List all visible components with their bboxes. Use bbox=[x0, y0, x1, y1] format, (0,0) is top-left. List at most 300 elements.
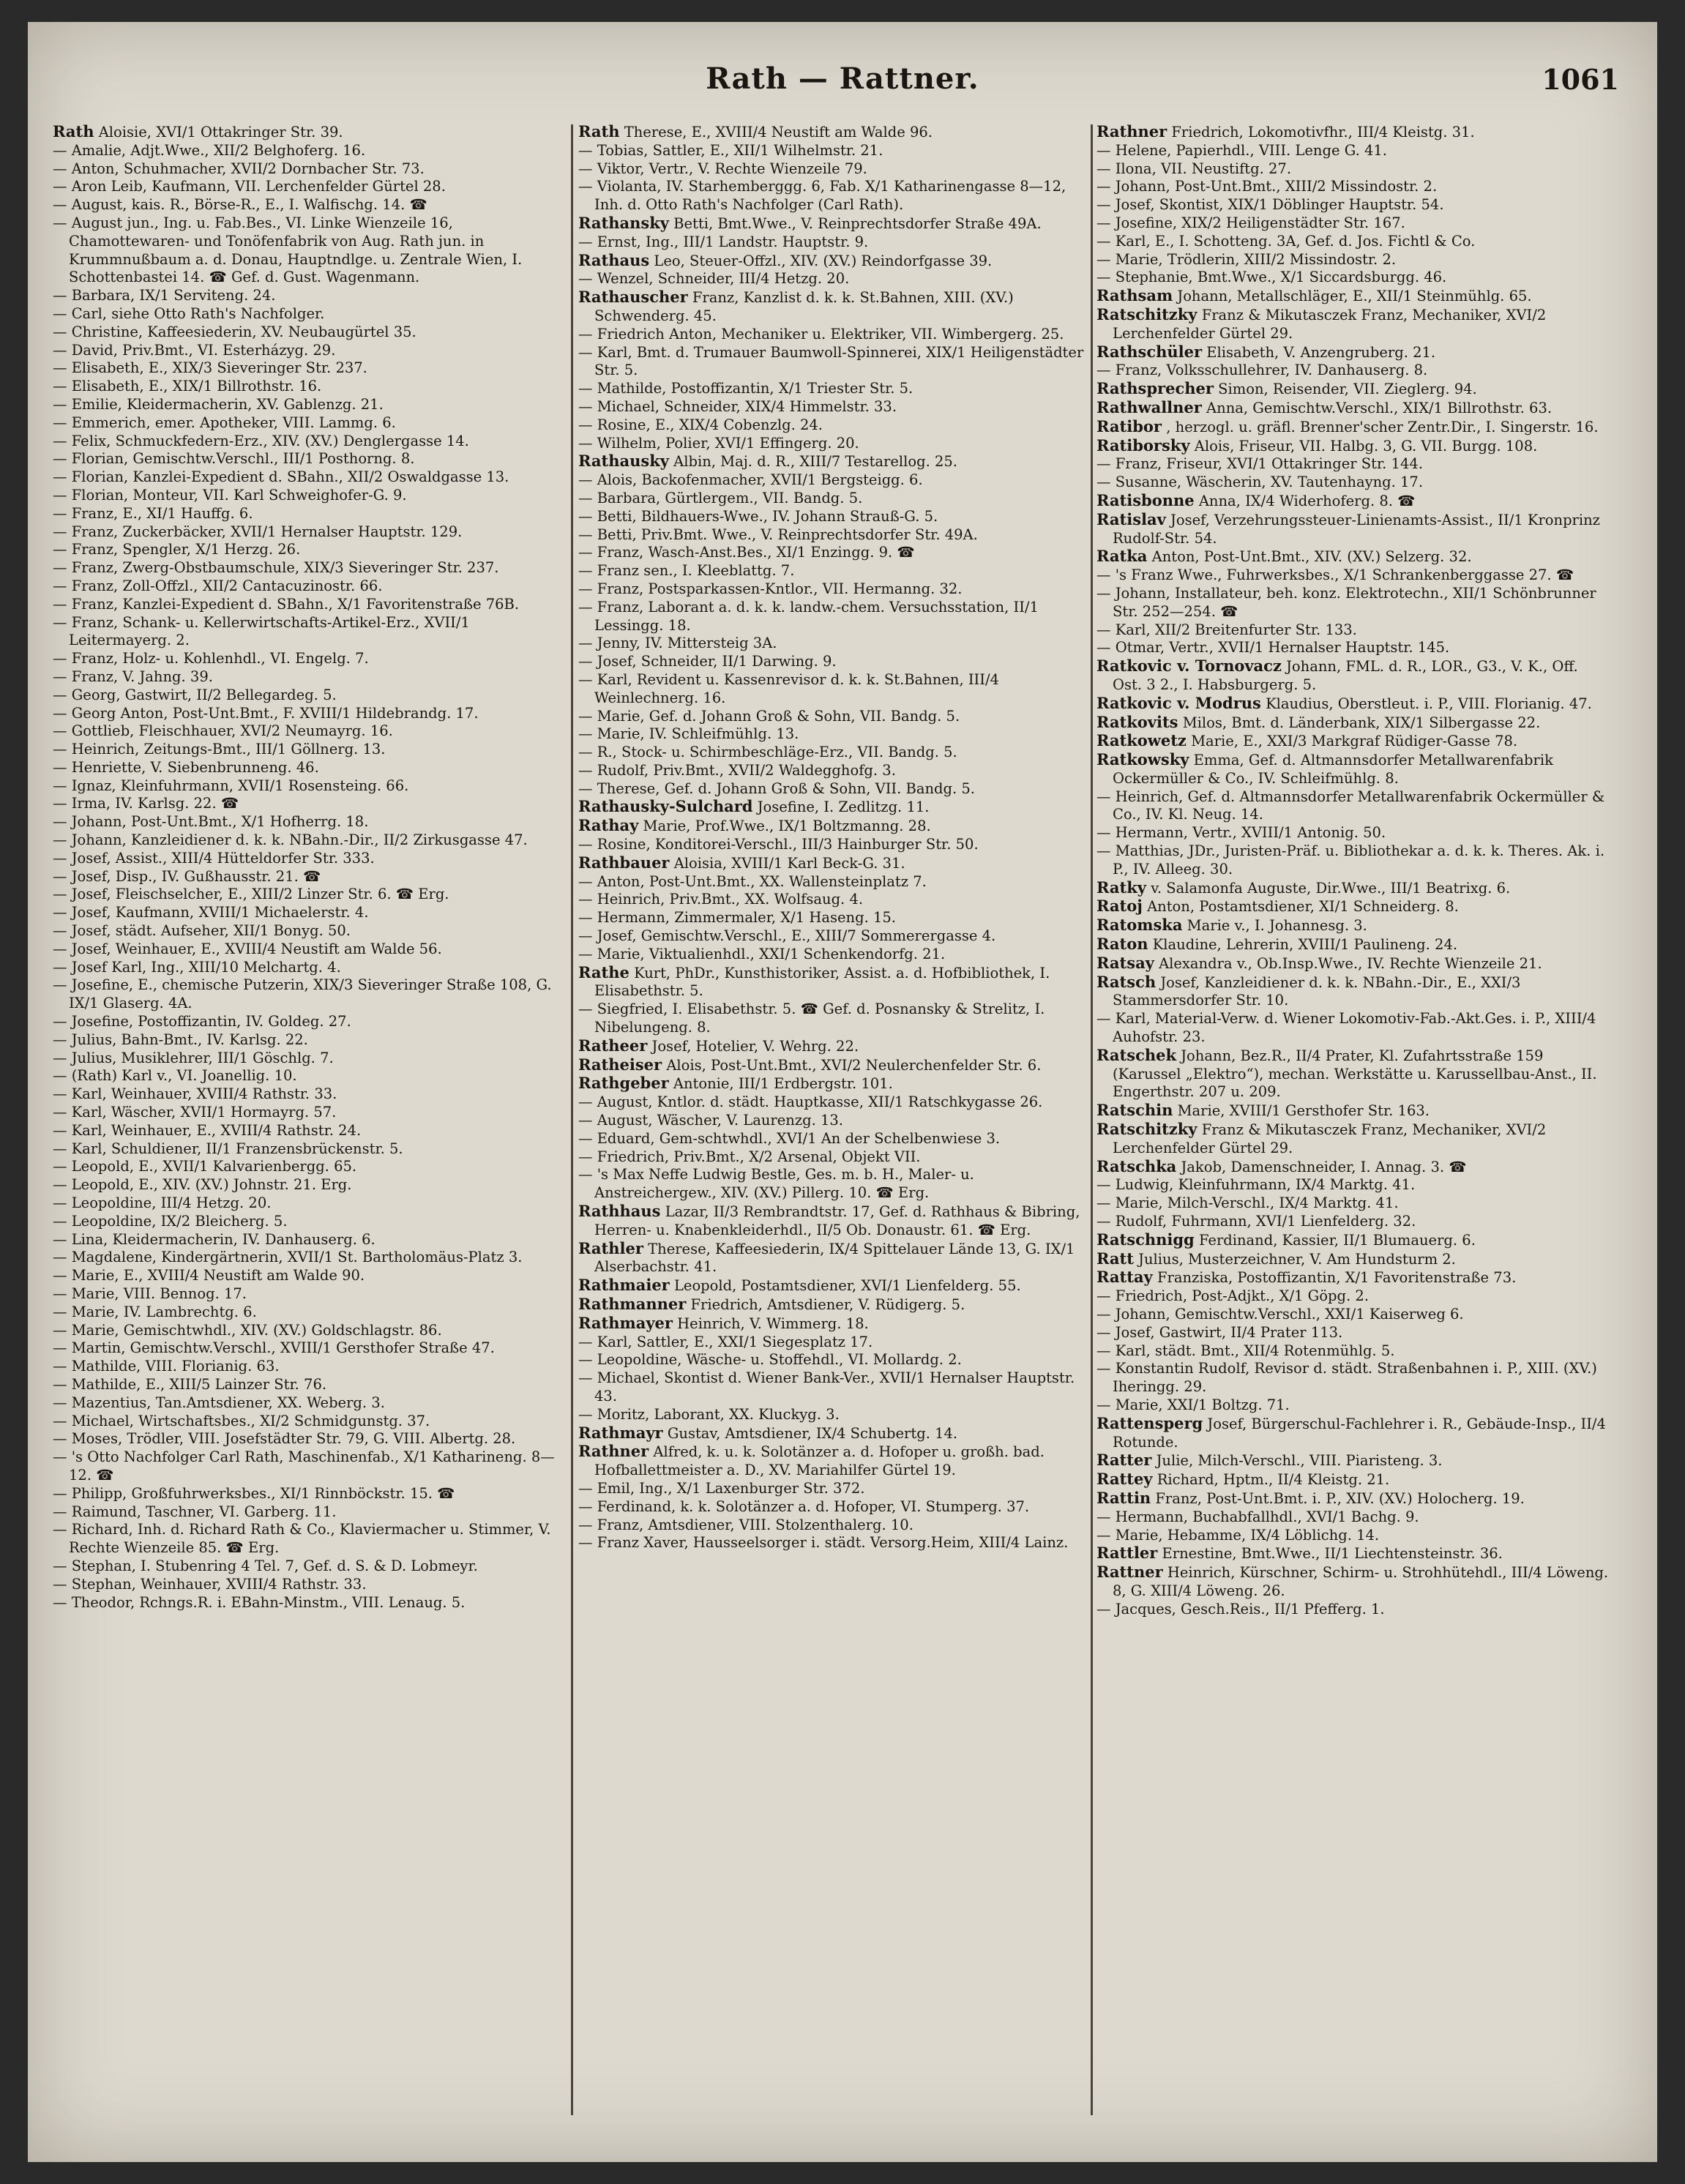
entry-text: — Wilhelm, Polier, XVI/1 Effingerg. 20. bbox=[578, 434, 859, 452]
entry-text: — Betti, Priv.Bmt. Wwe., V. Reinprechtsdorfer Str. 49A. bbox=[578, 526, 978, 543]
surname-heading: Rattey bbox=[1096, 1470, 1153, 1489]
directory-entry bbox=[53, 450, 568, 468]
directory-entry bbox=[578, 1093, 1086, 1112]
entry-text: Jakob, Damenschneider, I. Annag. 3. ☎ bbox=[1181, 1158, 1467, 1175]
surname-heading: Rathauscher bbox=[578, 288, 688, 307]
surname-heading: Rathhaus bbox=[578, 1202, 661, 1221]
directory-entry bbox=[53, 359, 568, 378]
directory-entry bbox=[53, 777, 568, 796]
directory-entry bbox=[1096, 1451, 1609, 1470]
directory-entry bbox=[578, 708, 1086, 726]
directory-entry bbox=[1096, 287, 1609, 306]
directory-entry bbox=[1096, 1121, 1609, 1158]
entry-text: Simon, Reisender, VII. Zieglerg. 94. bbox=[1218, 381, 1477, 398]
surname-heading: Rattner bbox=[1096, 1563, 1163, 1582]
entry-text: Marie v., I. Johannesg. 3. bbox=[1187, 917, 1367, 935]
directory-entry bbox=[578, 1056, 1086, 1075]
directory-entry bbox=[578, 836, 1086, 854]
directory-entry bbox=[53, 1322, 568, 1340]
surname-heading: Ratsay bbox=[1096, 953, 1154, 972]
directory-entry bbox=[1096, 732, 1609, 751]
surname-heading: Rathay bbox=[578, 816, 639, 835]
directory-entry bbox=[1096, 1306, 1609, 1324]
directory-entry bbox=[1096, 973, 1609, 1011]
entry-text: — Magdalene, Kindergärtnerin, XVII/1 St. Bartholomäus-Platz 3. bbox=[53, 1249, 523, 1266]
entry-text: Anna, Gemischtw.Verschl., XIX/1 Billrothstr. 63. bbox=[1206, 399, 1553, 416]
entry-text: — Karl, Sattler, E., XXI/1 Siegesplatz 17. bbox=[578, 1333, 873, 1350]
entry-text: — Franz, Spengler, X/1 Herzg. 26. bbox=[53, 541, 301, 558]
directory-entry bbox=[1096, 1047, 1609, 1102]
directory-entry bbox=[578, 946, 1086, 964]
entry-text: — Carl, siehe Otto Rath's Nachfolger. bbox=[53, 304, 325, 322]
running-title: Rath — Rattner. bbox=[706, 61, 979, 96]
surname-heading: Ratibor bbox=[1096, 416, 1162, 435]
surname-heading: Ratkowetz bbox=[1096, 731, 1187, 750]
directory-entry bbox=[53, 1304, 568, 1322]
entry-text: — Stephan, Weinhauer, XVIII/4 Rathstr. 33. bbox=[53, 1575, 367, 1593]
directory-entry bbox=[53, 959, 568, 977]
entry-text: — Leopold, E., XIV. (XV.) Johnstr. 21. Erg. bbox=[53, 1176, 352, 1194]
entry-text: — R., Stock- u. Schirmbeschläge-Erz., VII. Bandg. 5. bbox=[578, 744, 957, 761]
directory-entry bbox=[53, 1557, 568, 1576]
directory-entry bbox=[53, 577, 568, 596]
entry-text: — Stephanie, Bmt.Wwe., X/1 Siccardsburgg. 46. bbox=[1096, 269, 1447, 286]
entry-text: — Felix, Schmuckfedern-Erz., XIV. (XV.) Denglergasse 14. bbox=[53, 432, 469, 449]
entry-text: — Josefine, XIX/2 Heiligenstädter Str. 167. bbox=[1096, 214, 1405, 231]
entry-text: Therese, E., XVIII/4 Neustift am Walde 96. bbox=[624, 124, 933, 141]
directory-entry bbox=[578, 653, 1086, 671]
column-3 bbox=[1096, 123, 1609, 2114]
entry-text: — 's Max Neffe Ludwig Bestle, Ges. m. b. H., Maler- u. Anstreichergew., XIV. (XV.) Pillerg. 10. ☎ Erg. bbox=[578, 1166, 974, 1202]
directory-entry bbox=[578, 1424, 1086, 1443]
entry-text: — Irma, IV. Karlsg. 22. ☎ bbox=[53, 795, 239, 812]
entry-text: — Franz, E., XI/1 Hauffg. 6. bbox=[53, 504, 253, 522]
surname-heading: Raton bbox=[1096, 935, 1148, 954]
directory-entry bbox=[53, 1013, 568, 1031]
entry-text: Anna, IX/4 Widerhoferg. 8. ☎ bbox=[1198, 492, 1416, 509]
directory-entry bbox=[1096, 160, 1609, 179]
directory-entry bbox=[53, 1339, 568, 1358]
directory-entry bbox=[53, 396, 568, 414]
directory-entry bbox=[53, 1050, 568, 1068]
entry-text: — Marie, Milch-Verschl., IX/4 Marktg. 41. bbox=[1096, 1194, 1399, 1212]
surname-heading: Rathsprecher bbox=[1096, 379, 1214, 398]
directory-entry bbox=[53, 160, 568, 179]
entry-text: — Mathilde, Postoffizantin, X/1 Triester Str. 5. bbox=[578, 380, 914, 397]
surname-heading: Ratkowsky bbox=[1096, 750, 1189, 769]
directory-entry bbox=[53, 142, 568, 160]
directory-entry bbox=[1096, 1102, 1609, 1121]
surname-heading: Rath bbox=[53, 123, 94, 141]
entry-text: — Richard, Inh. d. Richard Rath & Co., Klaviermacher u. Stimmer, V. Rechte Wienzeile 85. ☎ Erg. bbox=[53, 1521, 551, 1557]
entry-text: — Florian, Monteur, VII. Karl Schweighofer-G. 9. bbox=[53, 486, 407, 504]
directory-entry bbox=[578, 288, 1086, 326]
entry-text: Friedrich, Amtsdiener, V. Rüdigerg. 5. bbox=[690, 1296, 965, 1313]
directory-entry bbox=[1096, 1527, 1609, 1545]
directory-entry bbox=[578, 380, 1086, 398]
directory-entry bbox=[53, 741, 568, 759]
directory-entry bbox=[578, 1074, 1086, 1093]
entry-text: — Alois, Backofenmacher, XVII/1 Bergsteigg. 6. bbox=[578, 471, 923, 489]
directory-entry bbox=[578, 142, 1086, 160]
entry-text: — Heinrich, Zeitungs-Bmt., III/1 Göllnerg. 13. bbox=[53, 741, 386, 758]
directory-entry bbox=[53, 1067, 568, 1085]
directory-entry bbox=[578, 1276, 1086, 1295]
entry-text: — Franz, Postsparkassen-Kntlor., VII. Hermanng. 32. bbox=[578, 580, 963, 597]
entry-text: — David, Priv.Bmt., VI. Esterházyg. 29. bbox=[53, 341, 336, 359]
directory-entry bbox=[578, 526, 1086, 545]
entry-text: — Tobias, Sattler, E., XII/1 Wilhelmstr. 21. bbox=[578, 141, 883, 159]
directory-entry bbox=[1096, 954, 1609, 973]
directory-entry bbox=[53, 1394, 568, 1413]
surname-heading: Rathaus bbox=[578, 250, 650, 269]
entry-text: — Josef, Kaufmann, XVIII/1 Michaelerstr. 4. bbox=[53, 904, 369, 921]
entry-text: Marie, Prof.Wwe., IX/1 Boltzmanng. 28. bbox=[643, 818, 931, 835]
surname-heading: Rath bbox=[578, 123, 620, 141]
entry-text: Alois, Post-Unt.Bmt., XVI/2 Neulerchenfelder Str. 6. bbox=[666, 1056, 1042, 1074]
entry-text: — August, Wäscher, V. Laurenzg. 13. bbox=[578, 1112, 843, 1129]
directory-entry bbox=[1096, 306, 1609, 343]
entry-text: — Franz, Friseur, XVI/1 Ottakringer Str. 144. bbox=[1096, 455, 1423, 473]
entry-text: — Franz, Volksschullehrer, IV. Danhauserg. 8. bbox=[1096, 362, 1428, 379]
entry-text: Johann, Metallschläger, E., XII/1 Steinmühlg. 65. bbox=[1177, 288, 1532, 305]
entry-text: Anton, Post-Unt.Bmt., XIV. (XV.) Selzerg. 32. bbox=[1151, 548, 1472, 566]
directory-entry bbox=[1096, 1544, 1609, 1563]
entry-text: — August, kais. R., Börse-R., E., I. Walfischg. 14. ☎ bbox=[53, 196, 427, 214]
entry-text: — Ignaz, Kleinfuhrmann, XVII/1 Rosensteing. 66. bbox=[53, 777, 409, 794]
entry-text: — Johann, Gemischtw.Verschl., XXI/1 Kaiserweg 6. bbox=[1096, 1306, 1464, 1323]
directory-entry bbox=[53, 668, 568, 687]
entry-text: Franz, Post-Unt.Bmt. i. P., XIV. (XV.) Holocherg. 19. bbox=[1155, 1489, 1525, 1507]
directory-entry bbox=[1096, 251, 1609, 269]
directory-entry bbox=[1096, 1158, 1609, 1177]
entry-text: — Hermann, Zimmermaler, X/1 Haseng. 15. bbox=[578, 909, 896, 927]
surname-heading: Rathsam bbox=[1096, 286, 1173, 305]
directory-entry bbox=[53, 1231, 568, 1249]
directory-entry bbox=[53, 795, 568, 813]
directory-entry bbox=[53, 687, 568, 705]
entry-text: — Friedrich, Post-Adjkt., X/1 Göpg. 2. bbox=[1096, 1287, 1369, 1305]
entry-text: Julius, Musterzeichner, V. Am Hundsturm 2. bbox=[1138, 1250, 1456, 1268]
entry-text: — Josef, Assist., XIII/4 Hütteldorfer Str. 333. bbox=[53, 849, 375, 867]
entry-text: — Heinrich, Priv.Bmt., XX. Wolfsaug. 4. bbox=[578, 891, 864, 908]
surname-heading: Rathausky bbox=[578, 452, 669, 471]
surname-heading: Ratoj bbox=[1096, 897, 1143, 916]
directory-entry bbox=[53, 596, 568, 614]
directory-entry bbox=[1096, 935, 1609, 954]
directory-entry bbox=[53, 886, 568, 904]
column-2 bbox=[578, 123, 1086, 2114]
directory-entry bbox=[578, 744, 1086, 762]
entry-text: — Elisabeth, E., XIX/3 Sieveringer Str. 237. bbox=[53, 359, 367, 377]
directory-entry bbox=[1096, 1415, 1609, 1452]
directory-entry bbox=[53, 1122, 568, 1140]
directory-entry bbox=[578, 1166, 1086, 1203]
entry-text: v. Salamonfa Auguste, Dir.Wwe., III/1 Beatrixg. 6. bbox=[1151, 879, 1511, 897]
entry-text: — Marie, VIII. Bennog. 17. bbox=[53, 1285, 247, 1302]
entry-text: — Franz, Zwerg-Obstbaumschule, XIX/3 Sieveringer Str. 237. bbox=[53, 559, 499, 577]
entry-text: — Friedrich, Priv.Bmt., X/2 Arsenal, Objekt VII. bbox=[578, 1148, 921, 1165]
directory-entry bbox=[53, 1249, 568, 1267]
entry-text: — Karl, Schuldiener, II/1 Franzensbrückenstr. 5. bbox=[53, 1140, 403, 1157]
entry-text: — Marie, IV. Schleifmühlg. 13. bbox=[578, 725, 799, 743]
directory-entry bbox=[578, 1203, 1086, 1240]
directory-entry bbox=[53, 468, 568, 487]
surname-heading: Rathner bbox=[578, 1442, 649, 1461]
directory-entry bbox=[1096, 879, 1609, 898]
directory-entry bbox=[53, 759, 568, 777]
surname-heading: Rattensperg bbox=[1096, 1413, 1203, 1432]
surname-heading: Rathner bbox=[1096, 123, 1167, 141]
entry-text: — Leopoldine, Wäsche- u. Stoffehdl., VI. Mollardg. 2. bbox=[578, 1351, 962, 1369]
directory-entry bbox=[578, 416, 1086, 435]
entry-text: — Matthias, JDr., Juristen-Präf. u. Bibliothekar a. d. k. k. Theres. Ak. i. P., IV. Alleeg. 30. bbox=[1096, 842, 1605, 878]
directory-entry bbox=[53, 196, 568, 214]
entry-text: — Josef Karl, Ing., XIII/10 Melchartg. 4. bbox=[53, 958, 341, 976]
entry-text: — Hermann, Buchabfallhdl., XVI/1 Bachg. 9. bbox=[1096, 1508, 1419, 1525]
entry-text: — Franz, Laborant a. d. k. k. landw.-chem. Versuchsstation, II/1 Lessingg. 18. bbox=[578, 598, 1039, 634]
entry-text: Josef, Kanzleidiener d. k. k. NBahn.-Dir., E., XXI/3 Stammersdorfer Str. 10. bbox=[1113, 973, 1521, 1009]
surname-heading: Rathansky bbox=[578, 213, 669, 232]
directory-entry bbox=[53, 1485, 568, 1503]
surname-heading: Ratschin bbox=[1096, 1101, 1173, 1120]
directory-entry bbox=[578, 817, 1086, 836]
surname-heading: Ratschnigg bbox=[1096, 1230, 1195, 1249]
entry-text: Alexandra v., Ob.Insp.Wwe., IV. Rechte Wienzeile 21. bbox=[1159, 954, 1542, 972]
directory-entry bbox=[53, 214, 568, 287]
entry-text: — Rosine, E., XIX/4 Cobenzlg. 24. bbox=[578, 416, 823, 433]
directory-entry bbox=[578, 854, 1086, 873]
page-number: 1061 bbox=[1542, 63, 1619, 96]
entry-text: — Ilona, VII. Neustiftg. 27. bbox=[1096, 160, 1292, 177]
entry-text: — Marie, IV. Lambrechtg. 6. bbox=[53, 1303, 257, 1320]
directory-entry bbox=[53, 305, 568, 324]
directory-entry bbox=[53, 1503, 568, 1522]
directory-entry bbox=[1096, 695, 1609, 714]
directory-entry bbox=[578, 927, 1086, 946]
entry-text: Anton, Postamtsdiener, XI/1 Schneiderg. 8. bbox=[1147, 898, 1459, 916]
surname-heading: Ratheer bbox=[578, 1036, 648, 1055]
entry-text: Heinrich, V. Wimmerg. 18. bbox=[677, 1314, 869, 1332]
surname-heading: Rathmayer bbox=[578, 1313, 673, 1332]
directory-entry bbox=[578, 964, 1086, 1001]
entry-text: — Violanta, IV. Starhemberggg. 6, Fab. X/1 Katharinengasse 8—12, Inh. d. Otto Rath's Nachfolger (Carl Rath). bbox=[578, 178, 1066, 214]
surname-heading: Rathgeber bbox=[578, 1074, 669, 1093]
entry-text: — Henriette, V. Siebenbrunneng. 46. bbox=[53, 758, 319, 776]
directory-entry bbox=[578, 780, 1086, 799]
entry-text: Ernestine, Bmt.Wwe., II/1 Liechtensteinstr. 36. bbox=[1162, 1545, 1503, 1563]
directory-entry bbox=[1096, 233, 1609, 251]
surname-heading: Rathmanner bbox=[578, 1295, 687, 1313]
entry-text: — Johann, Post-Unt.Bmt., X/1 Hofherrg. 18. bbox=[53, 813, 369, 831]
directory-entry bbox=[1096, 657, 1609, 695]
entry-text: Marie, XVIII/1 Gersthofer Str. 163. bbox=[1177, 1102, 1430, 1120]
entry-text: — Therese, Gef. d. Johann Groß & Sohn, VII. Bandg. 5. bbox=[578, 779, 975, 797]
entry-text: Josef, Bürgerschul-Fachlehrer i. R., Gebäude-Insp., II/4 Rotunde. bbox=[1113, 1415, 1606, 1451]
entry-text: — Florian, Gemischtw.Verschl., III/1 Posthorng. 8. bbox=[53, 450, 415, 468]
directory-entry bbox=[1096, 178, 1609, 196]
surname-heading: Ratkovic v. Modrus bbox=[1096, 693, 1261, 712]
entry-text: — Mathilde, VIII. Florianig. 63. bbox=[53, 1358, 280, 1375]
directory-entry bbox=[53, 1521, 568, 1557]
entry-text: — Mazentius, Tan.Amtsdiener, XX. Weberg. 3. bbox=[53, 1394, 385, 1411]
directory-entry bbox=[578, 909, 1086, 927]
surname-heading: Ratkovic v. Tornovacz bbox=[1096, 657, 1282, 676]
directory-entry bbox=[1096, 751, 1609, 788]
directory-entry bbox=[53, 1140, 568, 1159]
entry-text: — Karl, Revident u. Kassenrevisor d. k. k. St.Bahnen, III/4 Weinlechnerg. 16. bbox=[578, 670, 999, 706]
directory-entry bbox=[1096, 418, 1609, 437]
directory-entry bbox=[1096, 511, 1609, 548]
directory-entry bbox=[53, 904, 568, 922]
entry-text: — Franz, Amtsdiener, VIII. Stolzenthalerg. 10. bbox=[578, 1516, 914, 1533]
directory-entry bbox=[53, 1430, 568, 1448]
directory-entry bbox=[53, 1176, 568, 1194]
entry-text: — Marie, Gemischtwhdl., XIV. (XV.) Goldschlagstr. 86. bbox=[53, 1321, 442, 1339]
directory-entry bbox=[1096, 343, 1609, 362]
directory-entry bbox=[578, 233, 1086, 252]
entry-text: Lazar, II/3 Rembrandtstr. 17, Gef. d. Rathhaus & Bibring, Herren- u. Knabenkleiderhdl., II/5 Ob. Donaustr. 61. ☎ Erg. bbox=[594, 1203, 1080, 1238]
entry-text: — Leopoldine, III/4 Hetzg. 20. bbox=[53, 1194, 272, 1212]
entry-text: — Emilie, Kleidermacherin, XV. Gablenzg. 21. bbox=[53, 395, 384, 413]
directory-entry bbox=[1096, 380, 1609, 399]
entry-text: — Georg, Gastwirt, II/2 Bellegardeg. 5. bbox=[53, 686, 337, 703]
entry-text: — Ernst, Ing., III/1 Landstr. Hauptstr. 9. bbox=[578, 233, 869, 250]
entry-text: Gustav, Amtsdiener, IX/4 Schubertg. 14. bbox=[667, 1424, 958, 1442]
directory-entry bbox=[1096, 1250, 1609, 1269]
entry-text: Josef, Hotelier, V. Wehrg. 22. bbox=[651, 1037, 859, 1055]
surname-heading: Ratschitzky bbox=[1096, 1120, 1198, 1139]
directory-entry bbox=[53, 342, 568, 360]
directory-entry bbox=[1096, 639, 1609, 657]
entry-text: Johann, Bez.R., II/4 Prater, Kl. Zufahrtsstraße 159 (Karussel „Elektro“), mechan. Werkstätte u. Karussellbau-Anst., II. Engerthstr. 207 u. 209. bbox=[1113, 1047, 1597, 1101]
entry-text: Johann, FML. d. R., LOR., G3., V. K., Off. Ost. 3 2., I. Habsburgerg. 5. bbox=[1113, 658, 1578, 693]
directory-page bbox=[28, 22, 1657, 2162]
directory-entry bbox=[1096, 566, 1609, 585]
directory-entry bbox=[53, 559, 568, 577]
directory-entry bbox=[578, 580, 1086, 599]
entry-text: — Jenny, IV. Mittersteig 3A. bbox=[578, 635, 777, 652]
entry-text: Aloisia, XVIII/1 Karl Beck-G. 31. bbox=[673, 854, 905, 872]
entry-text: Josefine, I. Zedlitzg. 11. bbox=[757, 799, 930, 816]
directory-entry bbox=[578, 1334, 1086, 1352]
entry-text: — August jun., Ing. u. Fab.Bes., VI. Linke Wienzeile 16, Chamottewaren- und Tonöfenfabrik von Aug. Rath jun. in Krummnußbaum a. d. Donau, Hauptndlge. u. Zentrale Wien, I. Schottenbastei 14. ☎ Gef. d. Gust. Wagenmann. bbox=[53, 214, 523, 286]
entry-text: — Michael, Wirtschaftsbes., XI/2 Schmidgunstg. 37. bbox=[53, 1412, 430, 1429]
directory-entry bbox=[53, 1194, 568, 1213]
entry-text: — Moses, Trödler, VIII. Josefstädter Str. 79, G. VIII. Albertg. 28. bbox=[53, 1430, 516, 1448]
directory-entry bbox=[53, 1158, 568, 1176]
directory-entry bbox=[1096, 1601, 1609, 1619]
surname-heading: Ratiborsky bbox=[1096, 435, 1190, 455]
entry-text: — Marie, Hebamme, IX/4 Löblichg. 14. bbox=[1096, 1526, 1380, 1544]
surname-heading: Ratheiser bbox=[578, 1055, 662, 1074]
directory-entry bbox=[53, 1448, 568, 1485]
surname-heading: Ratislav bbox=[1096, 509, 1166, 528]
directory-entry bbox=[1096, 1213, 1609, 1231]
entry-text: , herzogl. u. gräfl. Brenner'scher Zentr.Dir., I. Singerstr. 16. bbox=[1166, 418, 1599, 435]
directory-entry bbox=[1096, 1470, 1609, 1489]
surname-heading: Rathausky-Sulchard bbox=[578, 797, 753, 816]
entry-text: — Julius, Bahn-Bmt., IV. Karlsg. 22. bbox=[53, 1031, 308, 1048]
entry-text: Julie, Milch-Verschl., VIII. Piaristeng. 3. bbox=[1156, 1452, 1443, 1470]
entry-text: — Wenzel, Schneider, III/4 Hetzg. 20. bbox=[578, 270, 850, 288]
surname-heading: Rathmaier bbox=[578, 1276, 670, 1295]
directory-entry bbox=[578, 635, 1086, 653]
directory-entry bbox=[578, 1517, 1086, 1535]
surname-heading: Rathbauer bbox=[578, 853, 670, 872]
entry-text: — Franz, Zoll-Offzl., XII/2 Cantacuzinostr. 66. bbox=[53, 577, 383, 594]
directory-entry bbox=[53, 287, 568, 305]
entry-text: — Siegfried, I. Elisabethstr. 5. ☎ Gef. d. Posnansky & Strelitz, I. Nibelungeng. 8. bbox=[578, 1001, 1045, 1036]
entry-text: — Susanne, Wäscherin, XV. Tautenhayng. 17. bbox=[1096, 474, 1424, 491]
entry-text: — Josef, Schneider, II/1 Darwing. 9. bbox=[578, 653, 837, 670]
directory-entry bbox=[578, 1130, 1086, 1148]
directory-entry bbox=[53, 505, 568, 523]
directory-entry bbox=[53, 414, 568, 433]
surname-heading: Ratsch bbox=[1096, 972, 1157, 991]
directory-entry bbox=[53, 976, 568, 1013]
surname-heading: Ratisbonne bbox=[1096, 490, 1195, 509]
directory-entry bbox=[53, 1413, 568, 1431]
entry-text: — (Rath) Karl v., VI. Joanellig. 10. bbox=[53, 1067, 297, 1085]
entry-text: — Marie, XXI/1 Boltzg. 71. bbox=[1096, 1396, 1290, 1413]
entry-text: Franziska, Postoffizantin, X/1 Favoritenstraße 73. bbox=[1157, 1269, 1517, 1287]
entry-text: — Karl, Weinhauer, XVIII/4 Rathstr. 33. bbox=[53, 1085, 337, 1103]
entry-text: — Marie, Trödlerin, XIII/2 Missindostr. 2. bbox=[1096, 250, 1397, 268]
entry-text: Alfred, k. u. k. Solotänzer a. d. Hofoper u. großh. bad. Hofballettmeister a. D., XV. Mariahilfer Gürtel 19. bbox=[594, 1443, 1045, 1479]
entry-text: — Franz, Wasch-Anst.Bes., XI/1 Enzingg. 9. ☎ bbox=[578, 544, 915, 561]
directory-entry bbox=[578, 452, 1086, 471]
entry-text: — Johann, Post-Unt.Bmt., XIII/2 Missindostr. 2. bbox=[1096, 178, 1438, 195]
entry-text: — Karl, städt. Bmt., XII/4 Rotenmühlg. 5. bbox=[1096, 1342, 1395, 1359]
surname-heading: Ratt bbox=[1096, 1249, 1134, 1268]
entry-text: — Aron Leib, Kaufmann, VII. Lerchenfelder Gürtel 28. bbox=[53, 178, 446, 195]
directory-entry bbox=[578, 471, 1086, 490]
directory-entry bbox=[1096, 1342, 1609, 1361]
entry-text: — Marie, Gef. d. Johann Groß & Sohn, VII. Bandg. 5. bbox=[578, 707, 960, 725]
entry-text: — Karl, E., I. Schotteng. 3A, Gef. d. Jos. Fichtl & Co. bbox=[1096, 232, 1476, 250]
directory-entry bbox=[578, 178, 1086, 214]
directory-entry bbox=[578, 435, 1086, 453]
entry-text: — Anton, Schuhmacher, XVII/2 Dornbacher Str. 73. bbox=[53, 160, 425, 177]
directory-entry bbox=[578, 1314, 1086, 1334]
directory-entry bbox=[1096, 214, 1609, 233]
entry-text: — Helene, Papierhdl., VIII. Lenge G. 41. bbox=[1096, 141, 1387, 159]
surname-heading: Ratkovits bbox=[1096, 712, 1178, 731]
directory-entry bbox=[578, 762, 1086, 780]
surname-heading: Rathschüler bbox=[1096, 342, 1203, 361]
directory-entry bbox=[1096, 621, 1609, 640]
entry-text: — Martin, Gemischtw.Verschl., XVIII/1 Gersthofer Straße 47. bbox=[53, 1339, 495, 1357]
entry-text: Aloisie, XVI/1 Ottakringer Str. 39. bbox=[98, 124, 343, 141]
directory-entry bbox=[578, 490, 1086, 508]
entry-text: Leopold, Postamtsdiener, XVI/1 Lienfelderg. 55. bbox=[673, 1277, 1021, 1295]
directory-entry bbox=[1096, 437, 1609, 456]
entry-text: — Julius, Musiklehrer, III/1 Göschlg. 7. bbox=[53, 1049, 334, 1066]
directory-entry bbox=[578, 1406, 1086, 1424]
entry-text: Josef, Verzehrungssteuer-Linienamts-Assist., II/1 Kronprinz Rudolf-Str. 54. bbox=[1113, 511, 1600, 547]
entry-text: — Georg Anton, Post-Unt.Bmt., F. XVIII/1 Hildebrandg. 17. bbox=[53, 704, 479, 722]
entry-text: Alois, Friseur, VII. Halbg. 3, G. VII. Burgg. 108. bbox=[1194, 437, 1538, 455]
entry-text: — Philipp, Großfuhrwerksbes., XI/1 Rinnböckstr. 15. ☎ bbox=[53, 1484, 455, 1502]
directory-entry bbox=[1096, 1231, 1609, 1250]
directory-entry bbox=[1096, 142, 1609, 160]
entry-text: — Mathilde, E., XIII/5 Lainzer Str. 76. bbox=[53, 1375, 327, 1393]
entry-text: Franz, Kanzlist d. k. k. St.Bahnen, XIII. (XV.) Schwenderg. 45. bbox=[594, 289, 1014, 324]
directory-entry bbox=[1096, 474, 1609, 492]
directory-entry bbox=[53, 831, 568, 850]
entry-text: — Michael, Schneider, XIX/4 Himmelstr. 33. bbox=[578, 397, 897, 415]
